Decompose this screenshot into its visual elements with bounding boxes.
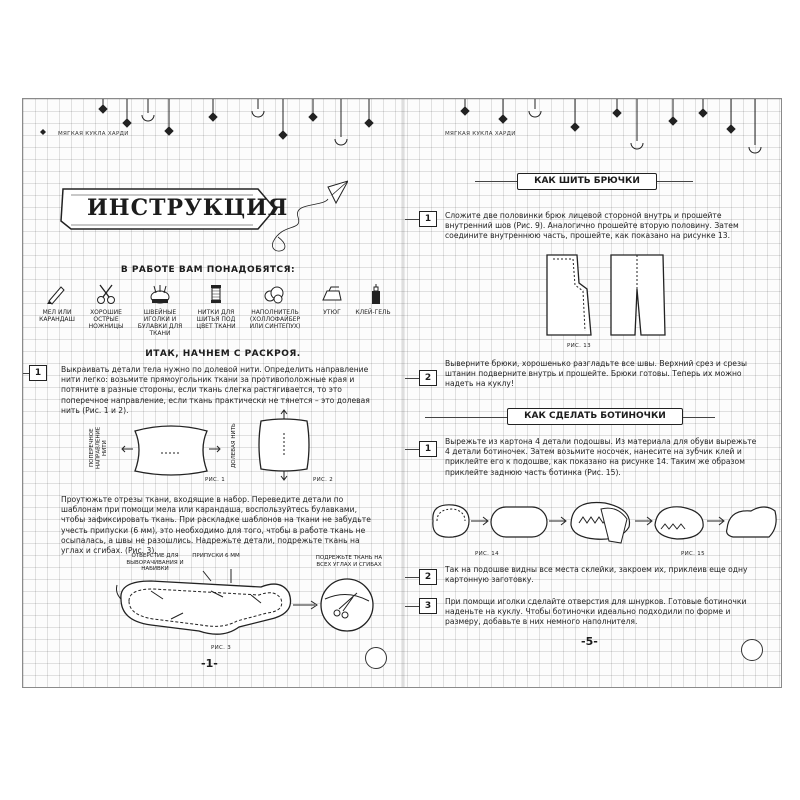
right-page — [405, 99, 783, 687]
left-page — [23, 99, 401, 687]
shoes-figure-14-15 — [429, 491, 779, 551]
s2-step2-text: Так на подошве видны все места склейки, закроем их, приклеив еще одну картонную заготовку. — [445, 565, 748, 585]
tool-label: НАПОЛНИТЕЛЬ (ХОЛЛОФАЙБЕР ИЛИ СИНТЕПУХ) — [249, 309, 301, 330]
booklet-spread — [22, 98, 782, 688]
pants-figure-13 — [531, 249, 681, 345]
fabric-stretch-figure-1 — [121, 419, 221, 483]
step-number: 2 — [419, 370, 437, 386]
scissors-icon — [95, 283, 117, 305]
step-number: 1 — [29, 365, 47, 381]
tools-heading: В РАБОТЕ ВАМ ПОНАДОБЯТСЯ: — [120, 265, 296, 275]
fig14-caption: РИС. 14 — [475, 551, 499, 557]
brand-logo — [365, 647, 387, 669]
pincushion-icon — [149, 283, 171, 305]
stuffing-icon — [263, 283, 285, 305]
step-number: 1 — [419, 441, 437, 457]
running-head: МЯГКАЯ КУКЛА ХАРДИ — [445, 131, 516, 137]
page-title: ИНСТРУКЦИЯ — [87, 195, 289, 221]
section-title-pants: КАК ШИТЬ БРЮЧКИ — [517, 173, 657, 190]
running-head: МЯГКАЯ КУКЛА ХАРДИ — [58, 131, 129, 137]
para2-text: Проутюжьте отрезы ткани, входящие в набор. Переведите детали по шаблонам при помощи мела или карандаша, воспользуйтесь булавками, чтобы зафиксировать ткань. При раскладке шаблонов на ткани не забудьте учесть припуски (6 мм), это необходимо для того, чтобы в работе ткань не осыпалась, а швы не разошлись. Надрежьте детали, подрежьте ткань на углах и сгибах. (Рис. 3). — [61, 495, 371, 556]
brand-logo — [741, 639, 763, 661]
sewing-template-figure-3 — [111, 569, 401, 649]
fig3-label-opening: ОТВЕРСТИЕ ДЛЯ ВЫВОРАЧИВАНИЯ И НАБИВКИ — [126, 553, 184, 572]
section-title-shoes: КАК СДЕЛАТЬ БОТИНОЧКИ — [507, 408, 683, 425]
tool-label: УТЮГ — [323, 309, 341, 316]
s1-step1-text: Сложите две половинки брюк лицевой стороной внутрь и прошейте внутренний шов (Рис. 9). Аналогично прошейте вторую половину. Затем соедините внутреннюю часть, прошейте, как показано на рисунке 13. — [445, 211, 739, 241]
page-number: -5- — [581, 635, 598, 648]
page-number: -1- — [201, 657, 218, 670]
step-number: 2 — [419, 569, 437, 585]
s2-step1-text: Вырежьте из картона 4 детали подошвы. Из материала для обуви вырежьте 4 детали ботиночек. Затем возьмите носочек, нанесите на зубчик клей и приклейте его к подошве, как показано на рисунке 14. Таким же образом приклейте заднюю часть ботинка (Рис. 15). — [445, 437, 757, 477]
tool-label: КЛЕЙ-ГЕЛЬ — [355, 309, 391, 316]
fig15-caption: РИС. 15 — [681, 551, 705, 557]
step1-text: Выкраивать детали тела нужно по долевой нити. Определить направление нити легко: возьмите прямоугольник ткани за противоположные края и потяните в разные стороны, если ткань слегка растягивается, то это поперечное направление, если ткань практически не тянется – это долевая нить (Рис. 1 и 2). — [61, 365, 370, 415]
step-number: 1 — [419, 211, 437, 227]
fig2-side-label: ДОЛЕВАЯ НИТЬ — [231, 423, 237, 469]
paper-plane-icon — [228, 177, 348, 257]
fig3-caption: РИС. 3 — [211, 645, 232, 651]
step-number: 3 — [419, 598, 437, 614]
chalk-icon — [45, 283, 67, 305]
fig13-caption: РИС. 13 — [567, 343, 591, 349]
tool-label: ШВЕЙНЫЕ ИГОЛКИ И БУЛАВКИ ДЛЯ ТКАНИ — [137, 309, 183, 337]
fabric-stretch-figure-2 — [249, 409, 319, 481]
fig2-caption: РИС. 2 — [313, 477, 334, 483]
tool-label: НИТКИ ДЛЯ ШИТЬЯ ПОД ЦВЕТ ТКАНИ — [196, 309, 236, 330]
tool-label: МЕЛ ИЛИ КАРАНДАШ — [39, 309, 75, 323]
fig3-label-trim: ПОДРЕЖЬТЕ ТКАНЬ НА ВСЕХ УГЛАХ И СГИБАХ — [315, 555, 383, 568]
start-heading: ИТАК, НАЧНЕМ С РАСКРОЯ. — [145, 349, 301, 359]
iron-icon — [321, 283, 343, 305]
tools-row — [37, 283, 389, 343]
fig1-side-label: ПОПЕРЕЧНОЕ НАПРАВЛЕНИЕ НИТИ — [89, 426, 108, 470]
fig1-caption: РИС. 1 — [205, 477, 226, 483]
fig3-label-allowance: ПРИПУСКИ 6 ММ — [192, 553, 240, 559]
s1-step2-text: Выверните брюки, хорошенько разгладьте все швы. Верхний срез и срезы штанин подверните внутрь и прошейте. Брюки готовы. Теперь их можно надеть на куклу! — [445, 359, 747, 389]
tool-label: ХОРОШИЕ ОСТРЫЕ НОЖНИЦЫ — [88, 309, 124, 330]
s2-step3-text: При помощи иголки сделайте отверстия для шнурков. Готовые ботиночки наденьте на куклу. Чтобы ботиночки идеально подходили по форме и размеру, добавьте в них немного наполнителя. — [445, 597, 747, 627]
glue-icon — [365, 283, 387, 305]
thread-spool-icon — [205, 283, 227, 305]
